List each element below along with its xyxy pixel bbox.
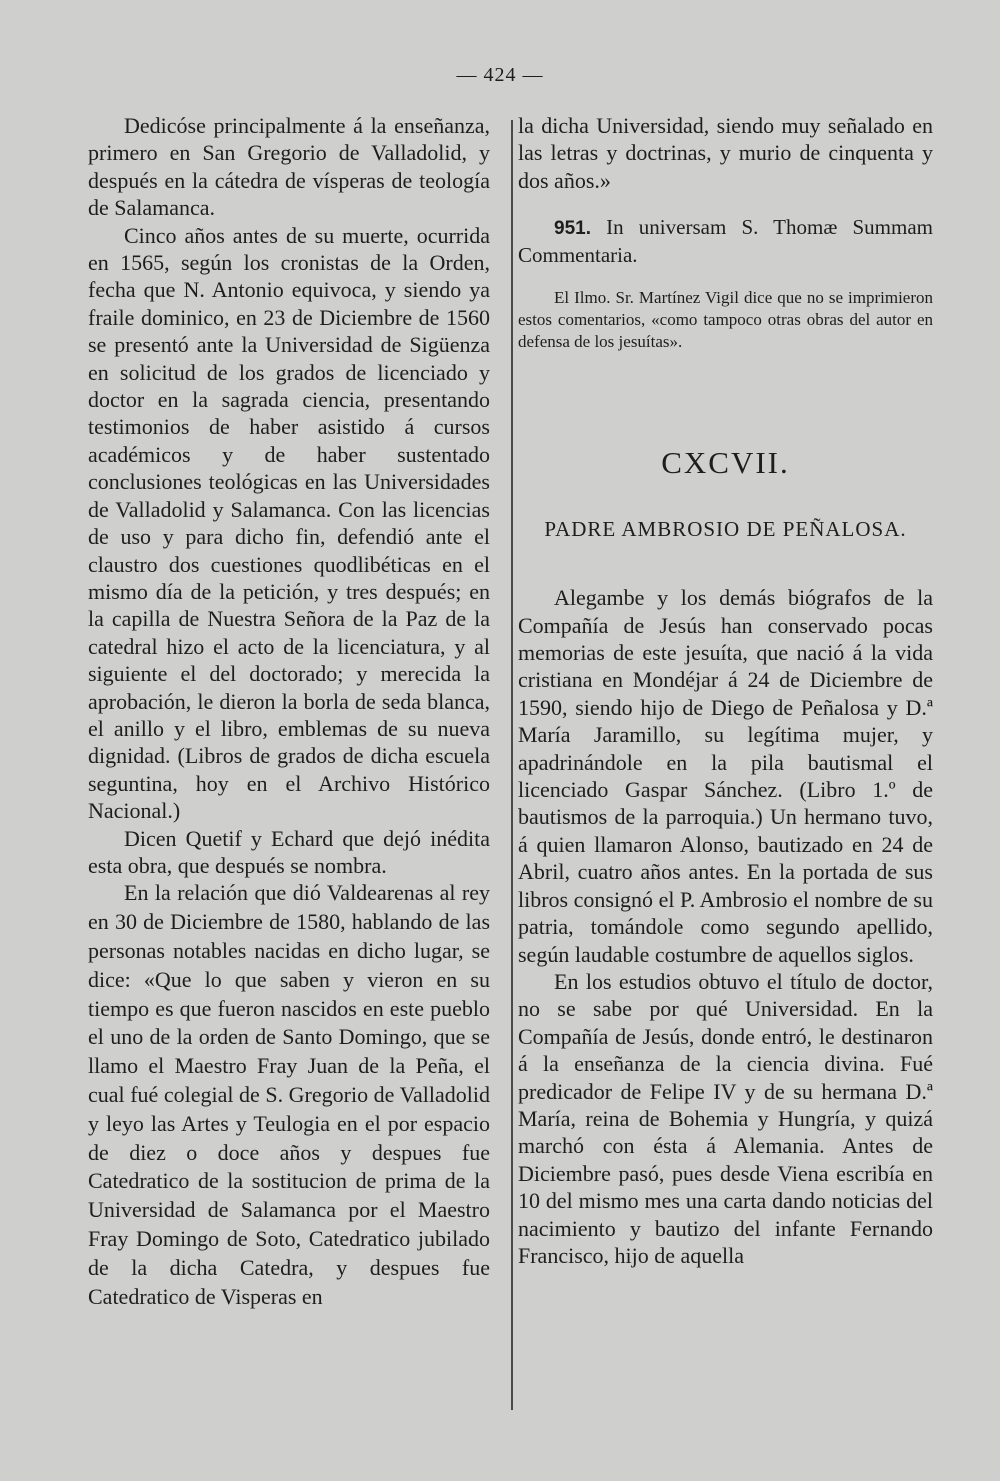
- right-column: [518, 112, 933, 1269]
- paragraph: Dicen Quetif y Echard que dejó inédita esta obra, que después se nombra.: [88, 825, 490, 878]
- entry-number: 951.: [554, 218, 591, 240]
- paragraph: Dedicóse principalmente á la enseñanza, primero en San Gregorio de Valladolid, y después en la cátedra de vísperas de teología de Salamanca.: [88, 113, 490, 221]
- entry-title: In universam S. Thomæ Summam Commentaria.: [518, 215, 933, 268]
- chapter-body: [518, 584, 933, 1269]
- column-divider: [511, 120, 513, 1410]
- bibliography-entry: [518, 214, 933, 269]
- page-number: — 424 —: [456, 64, 544, 86]
- chapter-numeral: CXCVII.: [661, 445, 790, 481]
- paragraph: En la relación que dió Valdearenas al rey en 30 de Diciembre de 1580, hablando de las personas notables nacidas en dicho lugar, se dice: «Que lo que saben y vieron en su tiempo es que fueron nascidos en este pueblo el uno de la orden de Santo Domingo, que se llamo el Maestro Fray Juan de la Peña, el cual fué colegial de S. Gregorio de Valladolid y leyo las Artes y Teulogia en el por espacio de diez o doce años y despues fue Catedratico de la sostitucion de prima de la Universidad de Salamanca por el Maestro Fray Domingo de Soto, Catedratico jubilado de la dicha Catedra, y despues fue Catedratico de Visperas en: [88, 880, 490, 1309]
- entry-note: El Ilmo. Sr. Martínez Vigil dice que no se imprimieron estos comentarios, «como tampoco otras obras del autor en defensa de los jesuítas».: [518, 288, 933, 352]
- continued-quote: la dicha Universidad, siendo muy señalado en las letras y doctrinas, y murio de cinquenta y dos años.»: [518, 113, 933, 193]
- paragraph: Cinco años antes de su muerte, ocurrida en 1565, según los cronistas de la Orden, fecha que N. Antonio equivoca, y siendo ya fraile dominico, en 23 de Diciembre de 1560 se presentó ante la Universidad de Sigüenza en solicitud de los grados de licenciado y doctor en la sagrada ciencia, presentando testimonios de haber asistido á cursos académicos y de haber sustentado conclusiones teológicas en las Universidades de Valladolid y Salamanca. Con las licencias de uso y para dicho fin, defendió ante el claustro dos cuestiones quodlibéticas en el mismo día de la petición, y tres después; en la capilla de Nuestra Señora de la Paz de la catedral hizo el acto de la licenciatura, y al siguiente el del doctorado; y merecida la aprobación, le dieron la borla de seda blanca, el anillo y el libro, emblemas de su nueva dignidad. (Libros de grados de dicha escuela seguntina, hoy en el Archivo Histórico Nacional.): [88, 222, 490, 824]
- paragraph: Alegambe y los demás biógrafos de la Compañía de Jesús han conservado pocas memorias de este jesuíta, que nació á la vida cristiana en Mondéjar á 24 de Diciembre de 1590, siendo hijo de Diego de Peñalosa y D.ª María Jaramillo, su legítima mujer, y apadrinándole en la pila bautismal el licenciado Gaspar Sánchez. (Libro 1.º de bautismos de la parroquia.) Un hermano tuvo, á quien llamaron Alonso, bautizado en 24 de Abril, cuatro años antes. En la portada de sus libros consignó el P. Ambrosio el nombre de su patria, tomándole como segundo apellido, según laudable costumbre de aquellos siglos.: [518, 585, 933, 967]
- chapter-title: PADRE AMBROSIO DE PEÑALOSA.: [544, 517, 907, 542]
- paragraph: En los estudios obtuvo el título de doctor, no se sabe por qué Universidad. En la Compañía de Jesús, donde entró, le destinaron á la enseñanza de la ciencia divina. Fué predicador de Felipe IV y de su hermana D.ª María, reina de Bohemia y Hungría, y quizá marchó con ésta á Alemania. Antes de Diciembre pasó, pues desde Viena escribía en 10 del mismo mes una carta dando noticias del nacimiento y bautizo del infante Fernando Francisco, hijo de aquella: [518, 968, 933, 1268]
- left-column: [88, 112, 490, 1311]
